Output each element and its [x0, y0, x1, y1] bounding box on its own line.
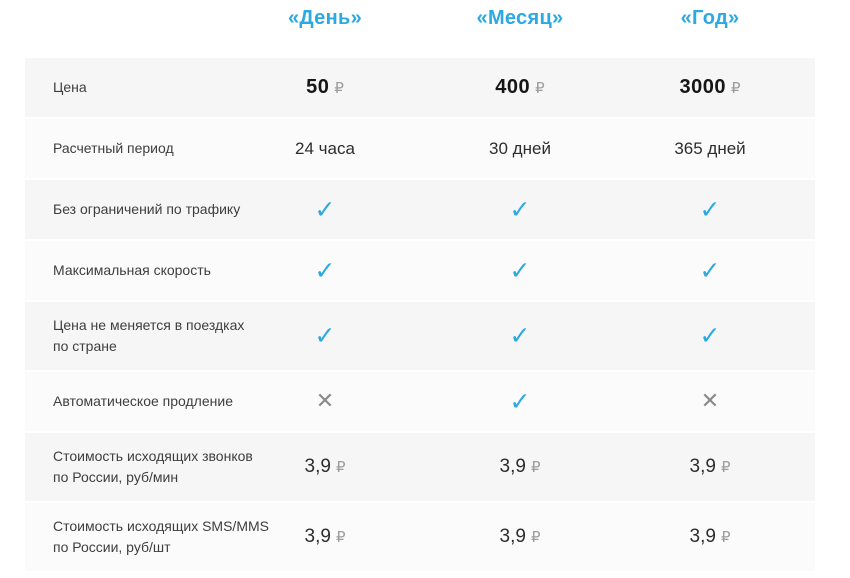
table-row — [25, 433, 815, 501]
table-row — [25, 180, 815, 239]
check-icon: ✓ — [314, 321, 336, 350]
cell-value: 3,9 — [689, 526, 716, 547]
row-label — [25, 446, 253, 488]
cell-value: 400 — [495, 76, 531, 98]
cross-icon: ✕ — [315, 388, 335, 414]
row-label-line: Стоимость исходящих SMS/MMS — [53, 518, 269, 534]
cell-year — [620, 139, 800, 159]
table-row — [25, 241, 815, 300]
cell-day — [230, 194, 420, 224]
check-icon: ✓ — [699, 194, 721, 224]
plan-table-body — [25, 58, 850, 571]
table-row — [25, 302, 815, 370]
cell-month — [420, 76, 620, 99]
plan-name-year: «Год» — [680, 7, 740, 29]
ruble-sign: ₽ — [530, 528, 541, 546]
plan-name-day: «День» — [287, 7, 363, 29]
ruble-sign: ₽ — [335, 458, 346, 476]
cell-value: 24 часа — [295, 138, 355, 158]
table-row — [25, 503, 815, 571]
cell-year — [620, 323, 800, 349]
ruble-sign: ₽ — [720, 458, 731, 476]
cross-icon: ✕ — [700, 388, 720, 414]
table-row — [25, 119, 815, 178]
row-label-line: Максимальная скорость — [53, 262, 211, 278]
row-label-line: по России, руб/мин — [53, 469, 179, 485]
row-label-line: Автоматическое продление — [53, 393, 233, 409]
check-icon: ✓ — [314, 255, 336, 285]
cell-day — [230, 76, 420, 99]
cell-value: 30 дней — [489, 138, 551, 158]
cell-value: 3,9 — [304, 456, 331, 477]
cell-value: 3000 — [679, 76, 726, 98]
cell-month — [420, 323, 620, 349]
plan-column-month — [420, 7, 620, 30]
cell-day — [230, 456, 420, 478]
plan-header-row — [25, 0, 815, 58]
check-icon: ✓ — [509, 194, 531, 224]
check-icon: ✓ — [509, 386, 531, 416]
cell-month — [420, 255, 620, 285]
ruble-sign: ₽ — [730, 79, 741, 97]
cell-year — [620, 456, 800, 478]
cell-day — [230, 139, 420, 159]
cell-day — [230, 323, 420, 349]
cell-month — [420, 526, 620, 548]
cell-month — [420, 456, 620, 478]
cell-day — [230, 526, 420, 548]
row-label-line: Цена — [53, 79, 87, 95]
cell-year — [620, 388, 800, 414]
cell-year — [620, 526, 800, 548]
ruble-sign: ₽ — [720, 528, 731, 546]
cell-year — [620, 194, 800, 224]
row-label-line: Стоимость исходящих звонков — [53, 448, 253, 464]
cell-month — [420, 386, 620, 416]
ruble-sign: ₽ — [334, 79, 344, 97]
table-row — [25, 372, 815, 431]
plan-name-month: «Месяц» — [476, 7, 564, 29]
cell-value: 3,9 — [689, 456, 716, 477]
ruble-sign: ₽ — [530, 458, 541, 476]
row-label — [25, 315, 245, 357]
row-label — [25, 391, 233, 412]
check-icon: ✓ — [314, 194, 336, 224]
ruble-sign: ₽ — [335, 528, 346, 546]
cell-year — [620, 255, 800, 285]
row-label — [25, 77, 230, 98]
row-label-line: Без ограничений по трафику — [53, 201, 241, 217]
check-icon: ✓ — [699, 255, 721, 285]
row-label — [25, 199, 241, 220]
table-row — [25, 58, 815, 117]
row-label-line: по России, руб/шт — [53, 539, 171, 555]
check-icon: ✓ — [509, 321, 531, 350]
cell-day — [230, 388, 420, 414]
row-label — [25, 516, 269, 558]
cell-value: 3,9 — [304, 526, 331, 547]
row-label — [25, 260, 230, 281]
row-label-line: Цена не меняется в поездках — [53, 317, 245, 333]
cell-value: 50 — [306, 76, 330, 98]
check-icon: ✓ — [509, 255, 531, 285]
ruble-sign: ₽ — [535, 79, 545, 97]
cell-value: 365 дней — [674, 138, 746, 158]
plan-column-year — [620, 7, 800, 30]
row-label-line: по стране — [53, 338, 117, 354]
cell-value: 3,9 — [499, 456, 526, 477]
cell-year — [620, 76, 800, 99]
cell-month — [420, 139, 620, 159]
row-label-line: Расчетный период — [53, 140, 174, 156]
cell-value: 3,9 — [499, 526, 526, 547]
plan-column-day — [230, 7, 420, 30]
check-icon: ✓ — [699, 321, 721, 350]
cell-month — [420, 194, 620, 224]
row-label — [25, 138, 230, 159]
cell-day — [230, 255, 420, 285]
